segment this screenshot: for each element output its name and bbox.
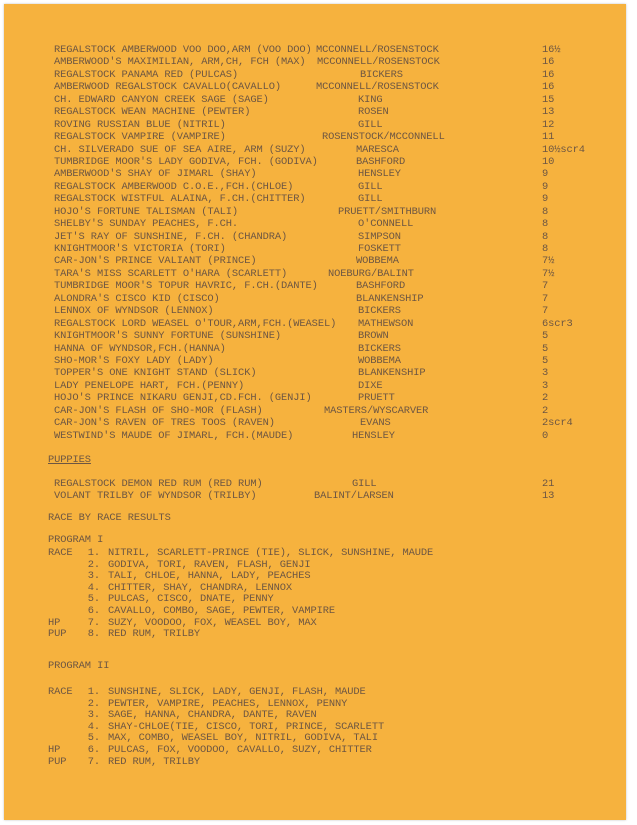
race-number: 4. bbox=[87, 720, 100, 733]
standings-row bbox=[4, 56, 626, 68]
race-row bbox=[48, 709, 608, 721]
dog-name: VOLANT TRILBY OF WYNDSOR (TRILBY) bbox=[54, 490, 257, 503]
dog-name: AMBERWOOD'S SHAY OF JIMARL (SHAY) bbox=[54, 168, 257, 181]
points-value: 3 bbox=[542, 379, 549, 392]
standings-row bbox=[4, 156, 626, 168]
standings-row bbox=[4, 168, 626, 180]
race-finishers: SAGE, HANNA, CHANDRA, DANTE, RAVEN bbox=[108, 709, 317, 722]
standings-row bbox=[4, 94, 626, 106]
race-row bbox=[48, 721, 608, 733]
standings-row bbox=[4, 193, 626, 205]
standings-row bbox=[4, 206, 626, 218]
points-value: 8 bbox=[542, 218, 549, 231]
points-value: 8 bbox=[542, 205, 549, 218]
standings-row bbox=[4, 181, 626, 193]
owner-name: MCCONNELL/ROSENSTOCK bbox=[316, 44, 439, 56]
race-number: 4. bbox=[87, 581, 100, 594]
points-value: 8 bbox=[542, 243, 549, 255]
owner-name: HENSLEY bbox=[358, 168, 401, 181]
owner-name: EVANS bbox=[360, 417, 391, 430]
points-value: 7½ bbox=[542, 267, 555, 280]
points-value: 10½scr4 bbox=[542, 143, 585, 156]
standings-row bbox=[4, 218, 626, 230]
owner-name: KING bbox=[358, 93, 383, 106]
owner-name: BALINT/LARSEN bbox=[314, 490, 394, 503]
race-finishers: SHAY-CHLOE(TIE, CISCO, TORI, PRINCE, SCARLETT bbox=[108, 720, 385, 733]
points-value: 13 bbox=[542, 106, 555, 119]
points-value: 16 bbox=[542, 68, 555, 81]
dog-name: LENNOX OF WYNDSOR (LENNOX) bbox=[54, 305, 214, 318]
race-row bbox=[48, 617, 608, 629]
owner-name: MARESCA bbox=[356, 143, 399, 156]
dog-name: REGALSTOCK WISTFUL ALAINA, F.CH.(CHITTER) bbox=[54, 193, 306, 206]
points-value: 16 bbox=[542, 56, 555, 69]
race-row bbox=[48, 756, 608, 768]
points-value: 2 bbox=[542, 392, 549, 405]
race-finishers: PULCAS, FOX, VOODOO, CAVALLO, SUZY, CHITTER bbox=[108, 743, 372, 756]
owner-name: MCCONNELL/ROSENSTOCK bbox=[316, 81, 439, 94]
race-number: 7. bbox=[87, 616, 100, 629]
standings-row bbox=[4, 380, 626, 392]
standings-row bbox=[4, 268, 626, 280]
points-value: 5 bbox=[542, 330, 549, 343]
owner-name: GILL bbox=[358, 193, 383, 206]
owner-name: DIXE bbox=[358, 379, 383, 392]
race-row bbox=[48, 547, 608, 559]
race-number: 2. bbox=[87, 697, 100, 710]
race-finishers: GODIVA, TORI, RAVEN, FLASH, GENJI bbox=[108, 558, 311, 571]
owner-name: NOEBURG/BALINT bbox=[328, 267, 414, 280]
dog-name: REGALSTOCK VAMPIRE (VAMPIRE) bbox=[54, 131, 226, 144]
race-number: 3. bbox=[87, 570, 100, 583]
standings-row bbox=[4, 131, 626, 143]
owner-name: BLANKENSHIP bbox=[356, 292, 424, 305]
dog-name: REGALSTOCK AMBERWOOD C.O.E.,FCH.(CHLOE) bbox=[54, 180, 294, 193]
points-value: 16½ bbox=[542, 44, 561, 56]
dog-name: SHELBY'S SUNDAY PEACHES, F.CH. bbox=[54, 218, 239, 231]
dog-name: CAR-JON'S PRINCE VALIANT (PRINCE) bbox=[54, 255, 257, 268]
standings-row bbox=[4, 305, 626, 317]
dog-name: REGALSTOCK DEMON RED RUM (RED RUM) bbox=[54, 478, 263, 490]
document-page bbox=[4, 4, 626, 820]
dog-name: AMBERWOOD REGALSTOCK CAVALLO(CAVALLO) bbox=[54, 81, 282, 94]
race-finishers: NITRIL, SCARLETT-PRINCE (TIE), SLICK, SUNSHINE, MAUDE bbox=[108, 547, 434, 559]
owner-name: BASHFORD bbox=[356, 155, 406, 168]
points-value: 10 bbox=[542, 155, 555, 168]
dog-name: SHO-MOR'S FOXY LADY (LADY) bbox=[54, 354, 214, 367]
points-value: 5 bbox=[542, 354, 549, 367]
owner-name: PRUETT bbox=[358, 392, 395, 405]
program1-list bbox=[48, 547, 608, 640]
dog-name: KNIGHTMOOR'S SUNNY FORTUNE (SUNSHINE) bbox=[54, 330, 282, 343]
race-finishers: RED RUM, TRILBY bbox=[108, 628, 201, 641]
race-label: RACE bbox=[48, 547, 73, 559]
dog-name: REGALSTOCK WEAN MACHINE (PEWTER) bbox=[54, 106, 251, 119]
owner-name: WOBBEMA bbox=[358, 354, 401, 367]
points-value: 9 bbox=[542, 193, 549, 206]
owner-name: MASTERS/WYSCARVER bbox=[324, 404, 429, 417]
program1-heading: PROGRAM I bbox=[48, 534, 104, 546]
points-value: 2scr4 bbox=[542, 417, 573, 430]
dog-name: CAR-JON'S RAVEN OF TRES TOOS (RAVEN) bbox=[54, 417, 275, 430]
standings-row bbox=[4, 144, 626, 156]
race-label: HP bbox=[48, 743, 61, 756]
race-finishers: PULCAS, CISCO, DNATE, PENNY bbox=[108, 593, 274, 606]
points-value: 13 bbox=[542, 490, 555, 503]
points-value: 11 bbox=[542, 131, 555, 144]
race-number: 3. bbox=[87, 709, 100, 722]
owner-name: WOBBEMA bbox=[356, 255, 399, 268]
race-row bbox=[48, 570, 608, 582]
dog-name: HANNA OF WYNDSOR,FCH.(HANNA) bbox=[54, 342, 226, 355]
owner-name: BROWN bbox=[358, 330, 389, 343]
race-number: 1. bbox=[87, 547, 100, 559]
race-finishers: CHITTER, SHAY, CHANDRA, LENNOX bbox=[108, 581, 293, 594]
points-value: 5 bbox=[542, 342, 549, 355]
race-number: 5. bbox=[87, 732, 100, 745]
standings-row bbox=[4, 330, 626, 342]
standings-row bbox=[4, 417, 626, 429]
program2-heading: PROGRAM II bbox=[48, 660, 110, 672]
owner-name: BASHFORD bbox=[356, 280, 406, 293]
race-finishers: SUZY, VOODOO, FOX, WEASEL BOY, MAX bbox=[108, 616, 317, 629]
race-finishers: MAX, COMBO, WEASEL BOY, NITRIL, GODIVA, TALI bbox=[108, 732, 378, 745]
race-number: 7. bbox=[87, 755, 100, 768]
owner-name: BICKERS bbox=[358, 342, 401, 355]
dog-name: KNIGHTMOOR'S VICTORIA (TORI) bbox=[54, 243, 226, 255]
puppies-heading: PUPPIES bbox=[48, 454, 91, 466]
points-value: 12 bbox=[542, 118, 555, 131]
race-number: 5. bbox=[87, 593, 100, 606]
dog-name: LADY PENELOPE HART, FCH.(PENNY) bbox=[54, 379, 245, 392]
dog-name: REGALSTOCK PANAMA RED (PULCAS) bbox=[54, 68, 239, 81]
standings-row bbox=[4, 343, 626, 355]
standings-row bbox=[4, 293, 626, 305]
standings-row bbox=[4, 405, 626, 417]
race-label: RACE bbox=[48, 686, 73, 698]
points-value: 7 bbox=[542, 280, 549, 293]
standings-row bbox=[4, 231, 626, 243]
dog-name: WESTWIND'S MAUDE OF JIMARL, FCH.(MAUDE) bbox=[54, 429, 294, 442]
race-number: 2. bbox=[87, 558, 100, 571]
dog-name: ALONDRA'S CISCO KID (CISCO) bbox=[54, 292, 220, 305]
owner-name: O'CONNELL bbox=[358, 218, 414, 231]
points-value: 6scr3 bbox=[542, 317, 573, 330]
race-number: 1. bbox=[87, 686, 100, 698]
owner-name: GILL bbox=[352, 478, 377, 490]
points-value: 9 bbox=[542, 180, 549, 193]
points-value: 7 bbox=[542, 305, 549, 318]
race-row bbox=[48, 698, 608, 710]
standings-row bbox=[4, 44, 626, 56]
standings-row bbox=[4, 106, 626, 118]
dog-name: TOPPER'S ONE KNIGHT STAND (SLICK) bbox=[54, 367, 257, 380]
race-row bbox=[48, 605, 608, 617]
standings-row bbox=[4, 490, 626, 502]
standings-row bbox=[4, 243, 626, 255]
points-value: 9 bbox=[542, 168, 549, 181]
owner-name: HENSLEY bbox=[352, 429, 395, 442]
standings-list bbox=[4, 44, 626, 442]
dog-name: REGALSTOCK LORD WEASEL O'TOUR,ARM,FCH.(WEASEL) bbox=[54, 317, 337, 330]
standings-row bbox=[4, 355, 626, 367]
dog-name: ROVING RUSSIAN BLUE (NITRIL) bbox=[54, 118, 226, 131]
owner-name: BICKERS bbox=[360, 68, 403, 81]
owner-name: MATHEWSON bbox=[358, 317, 414, 330]
standings-row bbox=[4, 430, 626, 442]
race-number: 6. bbox=[87, 743, 100, 756]
points-value: 8 bbox=[542, 230, 549, 243]
points-value: 7½ bbox=[542, 255, 555, 268]
owner-name: BLANKENSHIP bbox=[358, 367, 426, 380]
dog-name: TUMBRIDGE MOOR'S TOPUR HAVRIC, F.CH.(DANTE) bbox=[54, 280, 318, 293]
race-row bbox=[48, 559, 608, 571]
dog-name: CH. SILVERADO SUE OF SEA AIRE, ARM (SUZY) bbox=[54, 143, 306, 156]
points-value: 16 bbox=[542, 81, 555, 94]
owner-name: BICKERS bbox=[358, 305, 401, 318]
race-label: PUP bbox=[48, 755, 67, 768]
puppies-list bbox=[4, 478, 626, 503]
race-row bbox=[48, 628, 608, 640]
race-finishers: TALI, CHLOE, HANNA, LADY, PEACHES bbox=[108, 570, 311, 583]
race-number: 6. bbox=[87, 604, 100, 617]
owner-name: ROSENSTOCK/MCCONNELL bbox=[322, 131, 445, 144]
owner-name: FOSKETT bbox=[358, 243, 401, 255]
race-row bbox=[48, 744, 608, 756]
standings-row bbox=[4, 119, 626, 131]
standings-row bbox=[4, 69, 626, 81]
owner-name: PRUETT/SMITHBURN bbox=[338, 205, 437, 218]
points-value: 7 bbox=[542, 292, 549, 305]
owner-name: SIMPSON bbox=[358, 230, 401, 243]
points-value: 21 bbox=[542, 478, 555, 490]
race-number: 8. bbox=[87, 628, 100, 641]
program2-list bbox=[48, 686, 608, 767]
owner-name: GILL bbox=[358, 118, 383, 131]
dog-name: REGALSTOCK AMBERWOOD VOO DOO,ARM (VOO DOO) bbox=[54, 44, 312, 56]
race-label: HP bbox=[48, 616, 61, 629]
race-results-heading: RACE BY RACE RESULTS bbox=[48, 512, 171, 524]
standings-row bbox=[4, 478, 626, 490]
points-value: 15 bbox=[542, 93, 555, 106]
dog-name: HOJO'S PRINCE NIKARU GENJI,CD.FCH. (GENJI) bbox=[54, 392, 312, 405]
owner-name: MCCONNELL/ROSENSTOCK bbox=[317, 56, 440, 69]
standings-row bbox=[4, 392, 626, 404]
race-row bbox=[48, 686, 608, 698]
standings-row bbox=[4, 255, 626, 267]
race-label: PUP bbox=[48, 628, 67, 641]
points-value: 2 bbox=[542, 404, 549, 417]
standings-row bbox=[4, 81, 626, 93]
race-row bbox=[48, 593, 608, 605]
standings-row bbox=[4, 280, 626, 292]
points-value: 0 bbox=[542, 429, 549, 442]
race-finishers: CAVALLO, COMBO, SAGE, PEWTER, VAMPIRE bbox=[108, 604, 336, 617]
owner-name: GILL bbox=[358, 180, 383, 193]
dog-name: TARA'S MISS SCARLETT O'HARA (SCARLETT) bbox=[54, 267, 288, 280]
dog-name: TUMBRIDGE MOOR'S LADY GODIVA, FCH. (GODIVA) bbox=[54, 155, 318, 168]
points-value: 3 bbox=[542, 367, 549, 380]
standings-row bbox=[4, 367, 626, 379]
race-finishers: PEWTER, VAMPIRE, PEACHES, LENNOX, PENNY bbox=[108, 697, 348, 710]
race-row bbox=[48, 732, 608, 744]
dog-name: CH. EDWARD CANYON CREEK SAGE (SAGE) bbox=[54, 93, 269, 106]
race-row bbox=[48, 582, 608, 594]
dog-name: HOJO'S FORTUNE TALISMAN (TALI) bbox=[54, 205, 239, 218]
dog-name: AMBERWOOD'S MAXIMILIAN, ARM,CH, FCH (MAX) bbox=[54, 56, 306, 69]
owner-name: ROSEN bbox=[358, 106, 389, 119]
race-finishers: RED RUM, TRILBY bbox=[108, 755, 201, 768]
standings-row bbox=[4, 318, 626, 330]
dog-name: JET'S RAY OF SUNSHINE, F.CH. (CHANDRA) bbox=[54, 230, 288, 243]
race-finishers: SUNSHINE, SLICK, LADY, GENJI, FLASH, MAUDE bbox=[108, 686, 366, 698]
dog-name: CAR-JON'S FLASH OF SHO-MOR (FLASH) bbox=[54, 404, 263, 417]
